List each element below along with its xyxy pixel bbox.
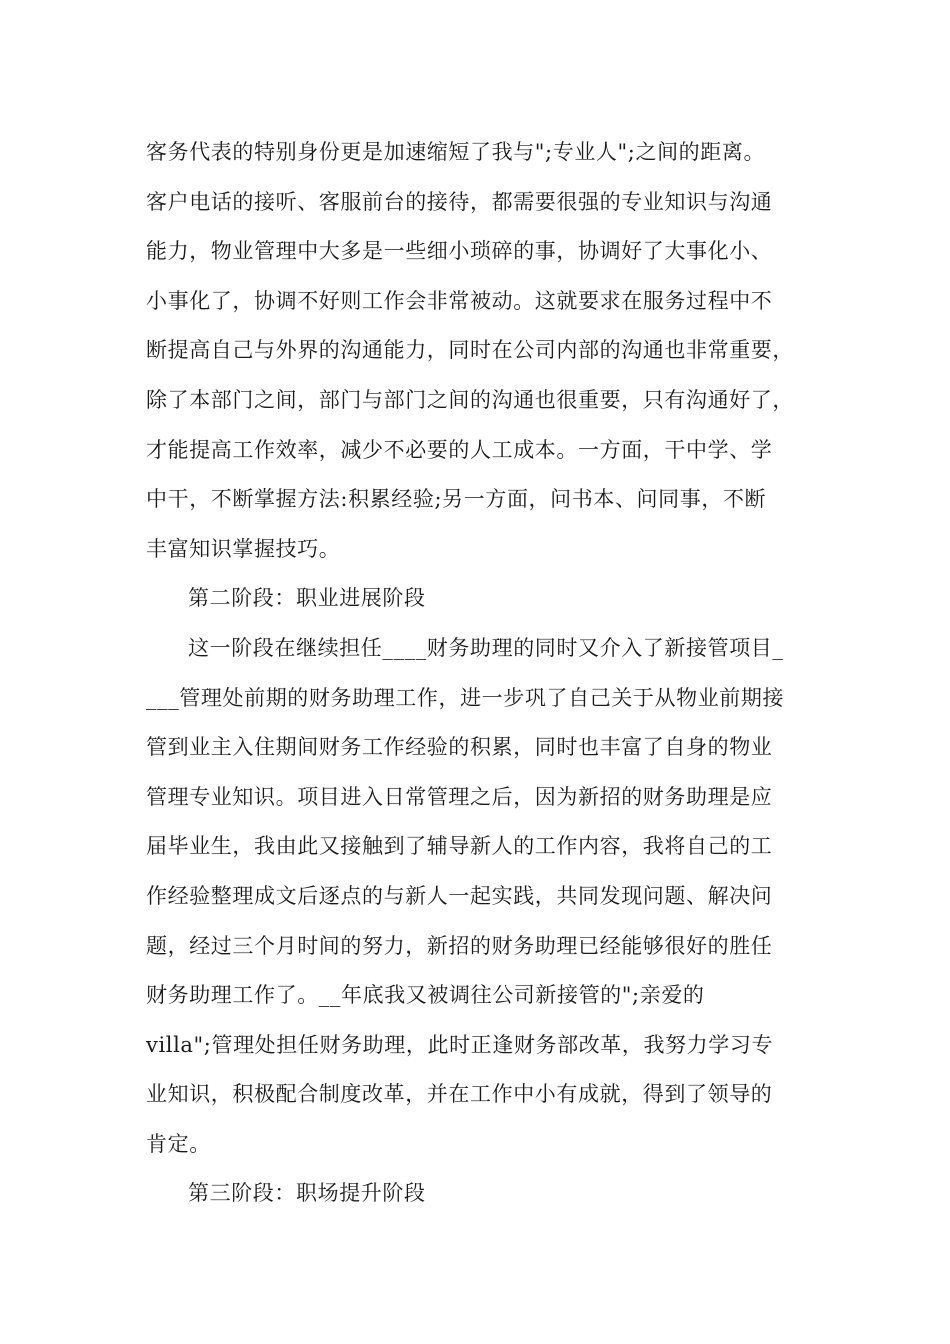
text-line: 小事化了，协调不好则工作会非常被动。这就要求在服务过程中不 <box>146 288 773 313</box>
text-line: villa";管理处担任财务助理，此时正逢财务部改革，我努力学习专 <box>146 1032 774 1057</box>
text-line: 断提高自己与外界的沟通能力，同时在公司内部的沟通也非常重要， <box>146 338 794 363</box>
text-line: 肯定。 <box>146 1131 211 1156</box>
text-line: 作经验整理成文后逐点的与新人一起实践，共同发现问题、解决问 <box>146 883 773 908</box>
text-line: 管到业主入住期间财务工作经验的积累，同时也丰富了自身的物业 <box>146 735 773 760</box>
text-line: ___管理处前期的财务助理工作，进一步巩了自己关于从物业前期接 <box>146 685 785 710</box>
text-line: 丰富知识掌握技巧。 <box>146 536 341 561</box>
text-line: 届毕业生，我由此又接触到了辅导新人的工作内容，我将自己的工 <box>146 834 773 859</box>
paragraph-heading-line: 第三阶段：职场提升阶段 <box>188 1181 426 1206</box>
text-line: 财务助理工作了。__年底我又被调往公司新接管的";亲爱的 <box>146 983 705 1008</box>
text-line: 中干，不断掌握方法:积累经验;另一方面，问书本、问同事，不断 <box>146 487 767 512</box>
text-line: 管理专业知识。项目进入日常管理之后，因为新招的财务助理是应 <box>146 784 773 809</box>
text-line: 业知识，积极配合制度改革，并在工作中小有成就，得到了领导的 <box>146 1082 773 1107</box>
paragraph-heading-line: 这一阶段在继续担任____财务助理的同时又介入了新接管项目_ <box>188 635 784 660</box>
text-line: 除了本部门之间，部门与部门之间的沟通也很重要，只有沟通好了， <box>146 387 794 412</box>
text-line: 才能提高工作效率，减少不必要的人工成本。一方面，干中学、学 <box>146 437 773 462</box>
text-line: 客户电话的接听、客服前台的接待，都需要很强的专业知识与沟通 <box>146 189 773 214</box>
document-body <box>146 128 826 1219</box>
text-line: 题，经过三个月时间的努力，新招的财务助理已经能够很好的胜任 <box>146 933 773 958</box>
text-line: 客务代表的特别身份更是加速缩短了我与";专业人";之间的距离。 <box>146 140 766 164</box>
paragraph-heading-line: 第二阶段：职业进展阶段 <box>188 586 426 611</box>
text-line: 能力，物业管理中大多是一些细小琐碎的事，协调好了大事化小、 <box>146 239 773 264</box>
